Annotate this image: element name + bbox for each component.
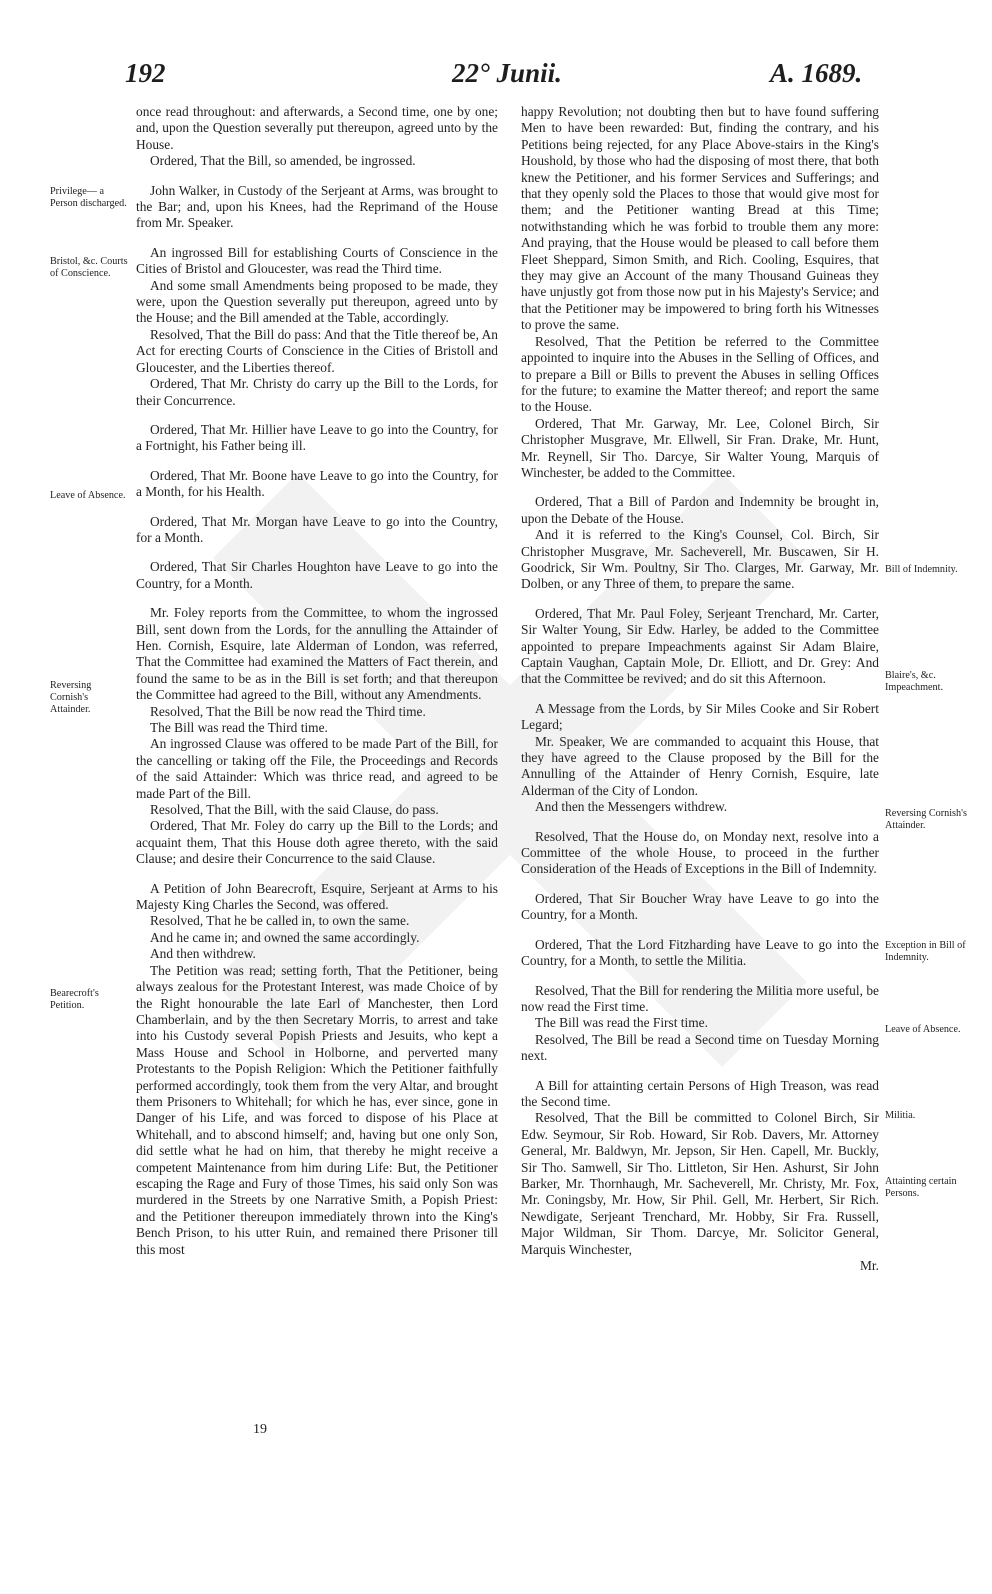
margin-note-reversing-attainder-right: Reversing Cornish's Attainder.: [885, 808, 967, 831]
paragraph: Resolved, That the Bill, with the said Clause, do pass.: [150, 802, 439, 818]
left-column: [136, 104, 498, 1258]
paragraph: John Walker, in Custody of the Serjeant at Arms, was brought to the Bar; and, upon his Knees, had the Reprimand of the House from Mr. Speaker.: [136, 182, 498, 231]
margin-note-leave-of-absence: Leave of Absence.: [50, 490, 126, 501]
paragraph: Resolved, The Bill be read a Second time on Tuesday Morning next.: [521, 1031, 879, 1064]
paragraph: Mr. Foley reports from the Committee, to whom the ingrossed Bill, sent down from the Lords, for the annulling the Attainder of Hen. Cornish, Esquire, late Alderman of London, was referred, That the Committee had examined the Matters of Fact therein, and found the same to be as in the Bill is set forth; and that thereupon the Committee had agreed to the Bill, without any Amendments.: [136, 605, 498, 703]
margin-note-bearecroft-petition: Bearecroft's Petition.: [50, 988, 99, 1011]
page-year: A. 1689.: [770, 58, 863, 88]
paragraph: Mr.: [860, 1258, 879, 1273]
paragraph: Mr. Speaker, We are commanded to acquaint this House, that they have agreed to the Clause proposed by the Bill for the Annulling of the Attainder of Henry Cornish, Esquire, late Alderman of the City of London.: [521, 733, 879, 798]
paragraph: The Bill was read the First time.: [535, 1015, 708, 1031]
signature-mark: 19: [253, 1422, 267, 1437]
paragraph: Ordered, That the Lord Fitzharding have Leave to go into the Country, for a Month, to settle the Militia.: [521, 936, 879, 969]
paragraph: And then the Messengers withdrew.: [535, 799, 728, 815]
paragraph: An ingrossed Bill for establishing Courts of Conscience in the Cities of Bristol and Gloucester, was read the Third time.: [136, 244, 498, 277]
paragraph: A Petition of John Bearecroft, Esquire, Serjeant at Arms to his Majesty King Charles the Second, was offered.: [136, 880, 498, 913]
paragraph: Resolved, That the Petition be referred to the Committee appointed to inquire into the Abuses in the Selling of Offices, and to prepare a Bill or Bills to prevent the Abuses in selling Offices for the future; to examine the Matter thereof; and report the same to the House.: [521, 333, 879, 415]
paragraph: Resolved, That the Bill be now read the Third time.: [150, 703, 426, 719]
page-date: 22° Junii.: [452, 58, 562, 88]
paragraph: Resolved, That the Bill do pass: And that the Title thereof be, An Act for erecting Courts of Conscience in the Cities of Bristoll and Gloucester, and the Liberties thereof.: [136, 326, 498, 375]
margin-note-reversing-attainder: Reversing Cornish's Attainder.: [50, 680, 92, 715]
paragraph: And it is referred to the King's Counsel, Col. Birch, Sir Christopher Musgrave, Mr. Sacheverell, Mr. Buscawen, Sir H. Goodrick, Sir Wm. Poultny, Sir Tho. Clarges, Mr. Garway, Mr. Dolben, or any Three of them, to prepare the same.: [521, 527, 879, 592]
paragraph: Ordered, That Mr. Christy do carry up the Bill to the Lords, for their Concurrence.: [136, 376, 498, 408]
paragraph: Ordered, That Mr. Hillier have Leave to go into the Country, for a Fortnight, his Father being ill.: [136, 421, 498, 454]
paragraph: Ordered, That Mr. Foley do carry up the Bill to the Lords; and acquaint them, That this House doth agree thereto, with the said Clause; and desire their Concurrence to the said Clause.: [136, 818, 498, 867]
paragraph: Ordered, That Mr. Boone have Leave to go into the Country, for a Month, for his Health.: [136, 467, 498, 500]
paragraph: Resolved, That the Bill be committed to Colonel Birch, Sir Edw. Seymour, Sir Rob. Howard, Sir Rob. Davers, Mr. Attorney General, Mr. Baldwyn, Mr. Jepson, Sir Hen. Capell, Mr. Buckly, Sir Tho. Samwell, Sir Tho. Littleton, Sir Hen. Ashurst, Sir John Barker, Mr. Thornhaugh, Mr. Sacheverell, Mr. Christy, Mr. Fox, Mr. Coningsby, Mr. How, Sir Phil. Gell, Mr. Herbert, Sir Rich. Newdigate, Serjeant Trenchard, Mr. Hobby, Sir Fra. Russell, Major Wildman, Sir Thom. Darcye, Mr. Solicitor General, Marquis Winchester,: [521, 1110, 879, 1257]
margin-note-privilege: Privilege— a Person discharged.: [50, 186, 127, 209]
page-number: 192: [125, 58, 166, 88]
paragraph: An ingrossed Clause was offered to be made Part of the Bill, for the cancelling or taking off the File, the Proceedings and Records of the said Attainder: Which was thrice read, and agreed to be made Part of the Bill.: [136, 736, 498, 801]
paragraph: happy Revolution; not doubting then but to have found suffering Men to have been rewarded: But, finding the contrary, and his Petitions being rejected, for any Place Above-stairs in the King's Houshold, by those who had the disposing of most there, that both knew the Petitioner, and his former Services and Sufferings; and that they openly sold the Places to those that would give most for them; and the Petitioner wanting Bread at this Time; notwithstanding which he was forbid to trouble them any more: And praying, that the House would be pleased to call before them Fleet Sheppard, Simon Smith, and Rich. Cooling, Esquires, that they may give an Account of the many Thousand Guineas they have unjustly got from those now put in his Majesty's Service; and that the Petitioner may be impowered to bring forth his Witnesses to prove the same.: [521, 104, 879, 333]
margin-note-attainting: Attainting certain Persons.: [885, 1176, 957, 1199]
paragraph: And then withdrew.: [150, 946, 256, 962]
paragraph: A Message from the Lords, by Sir Miles Cooke and Sir Robert Legard;: [521, 700, 879, 733]
paragraph: Ordered, That Mr. Morgan have Leave to go into the Country, for a Month.: [136, 513, 498, 545]
paragraph: The Petition was read; setting forth, That the Petitioner, being always zealous for the Protestant Interest, was made Choice of by the Right honourable the late Earl of Manchester, then Lord Chamberlain, and by the then Secretary Morris, to arrest and take into his Custody several Popish Priests and Jesuits, who kept a Mass House and School in Holborne, and perverted many Protestants to the Popish Religion: Which the Petitioner faithfully performed accordingly, took them from the very Altar, and brought them Prisoners to Whitehall; for which he has, ever since, gone in Danger of his Life, and was forced to dispose of his Place at Whitehall, and to abscond himself; and, having but one only Son, did settle what he had on him, that thereby he might receive a competent Maintenance from him during Life: But, the Petitioner escaping the Rage and Fury of those Times, his said only Son was murdered in the Streets by one Narrative Smith, a Popish Priest: and the Petitioner thereupon immediately thrown into the King's Bench Prison, to his utter Ruin, and remained there Prisoner till this most: [136, 962, 498, 1257]
paragraph: Ordered, That Sir Boucher Wray have Leave to go into the Country, for a Month.: [521, 890, 879, 923]
margin-note-bill-of-indemnity: Bill of Indemnity.: [885, 564, 958, 575]
margin-note-impeachment: Blaire's, &c. Impeachment.: [885, 670, 943, 693]
paragraph: Ordered, That Mr. Garway, Mr. Lee, Colonel Birch, Sir Christopher Musgrave, Mr. Ellwell, Sir Fran. Drake, Mr. Hunt, Mr. Reynell, Sir Tho. Darcye, Sir Walter Young, Marquis of Winchester, be added to the Committee.: [521, 415, 879, 480]
paragraph: Ordered, That a Bill of Pardon and Indemnity be brought in, upon the Debate of the House.: [521, 494, 879, 526]
margin-note-leave-of-absence-right: Leave of Absence.: [885, 1024, 961, 1035]
paragraph: once read throughout: and afterwards, a Second time, one by one; and, upon the Question severally put thereupon, agreed unto by the House.: [136, 104, 498, 152]
paragraph: Ordered, That the Bill, so amended, be ingrossed.: [150, 153, 416, 169]
paragraph: Ordered, That Mr. Paul Foley, Serjeant Trenchard, Mr. Carter, Sir Walter Young, Sir Edw. Harley, be added to the Committee appointed to prepare Impeachments against Sir Adam Blaire, Captain Vaughan, Captain Mole, Dr. Elliott, and Dr. Grey: And that the Committee be revived; and do sit this Afternoon.: [521, 605, 879, 687]
paragraph: Resolved, That the House do, on Monday next, resolve into a Committee of the whole House, to proceed in the further Consideration of the Heads of Exceptions in the Bill of Indemnity.: [521, 828, 879, 877]
paragraph: A Bill for attainting certain Persons of High Treason, was read the Second time.: [521, 1077, 879, 1109]
paragraph: Resolved, That he be called in, to own the same.: [150, 913, 410, 929]
paragraph: And he came in; and owned the same accordingly.: [150, 929, 420, 945]
paragraph: Resolved, That the Bill for rendering the Militia more useful, be now read the First time.: [521, 982, 879, 1014]
margin-note-militia: Militia.: [885, 1110, 916, 1121]
paragraph: Ordered, That Sir Charles Houghton have Leave to go into the Country, for a Month.: [136, 559, 498, 591]
right-column: [521, 104, 879, 1274]
paragraph: The Bill was read the Third time.: [150, 720, 328, 735]
margin-note-exception: Exception in Bill of Indemnity.: [885, 940, 966, 963]
paragraph: And some small Amendments being proposed to be made, they were, upon the Question severally put thereupon, agreed unto by the House; and the Bill amended at the Table, accordingly.: [136, 277, 498, 326]
margin-note-bristol: Bristol, &c. Courts of Conscience.: [50, 256, 128, 279]
